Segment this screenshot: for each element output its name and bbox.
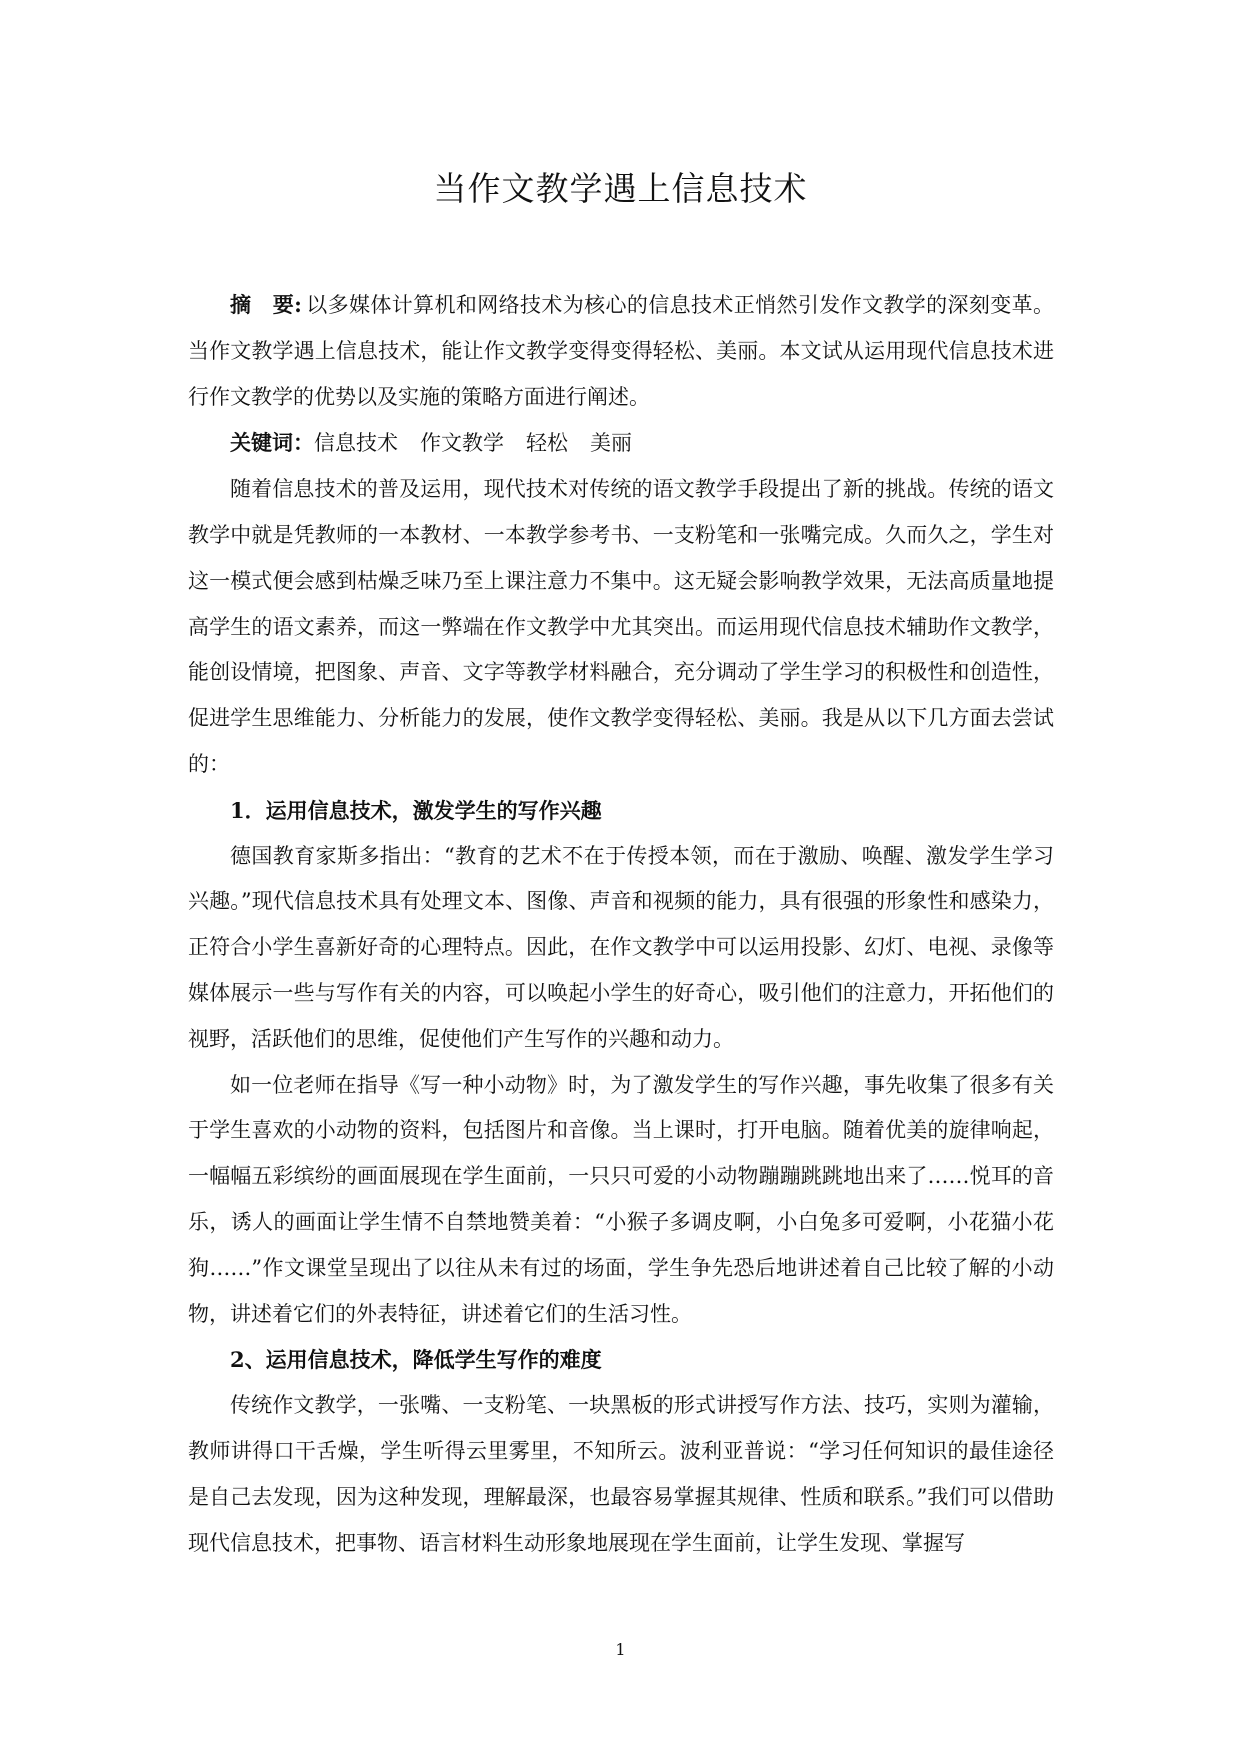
keywords-paragraph bbox=[188, 420, 1054, 467]
section-1-paragraph-1: 德国教育家斯多指出：“教育的艺术不在于传授本领，而在于激励、唤醒、激发学生学习兴趣。”现代信息技术具有处理文本、图像、声音和视频的能力，具有很强的形象性和感染力，正符合小学生喜新好奇的心理特点。因此，在作文教学中可以运用投影、幻灯、电视、录像等媒体展示一些与写作有关的内容，可以唤起小学生的好奇心，吸引他们的注意力，开拓他们的视野，活跃他们的思维，促使他们产生写作的兴趣和动力。 bbox=[188, 843, 1054, 1051]
abstract-paragraph bbox=[188, 282, 1054, 420]
keywords-label: 关键词： bbox=[230, 430, 314, 456]
document-body bbox=[188, 282, 1054, 1566]
abstract-label: 摘 要: bbox=[230, 292, 302, 317]
section-1-heading: 1．运用信息技术，激发学生的写作兴趣 bbox=[230, 797, 602, 823]
intro-paragraph: 随着信息技术的普及运用，现代技术对传统的语文教学手段提出了新的挑战。传统的语文教学中就是凭教师的一本教材、一本教学参考书、一支粉笔和一张嘴完成。久而久之，学生对这一模式便会感到枯燥乏味乃至上课注意力不集中。这无疑会影响教学效果，无法高质量地提高学生的语文素养，而这一弊端在作文教学中尤其突出。而运用现代信息技术辅助作文教学，能创设情境，把图象、声音、文字等教学材料融合，充分调动了学生学习的积极性和创造性，促进学生思维能力、分析能力的发展，使作文教学变得轻松、美丽。我是从以下几方面去尝试的： bbox=[188, 477, 1054, 776]
section-2-paragraph-1: 传统作文教学，一张嘴、一支粉笔、一块黑板的形式讲授写作方法、技巧，实则为灌输，教师讲得口干舌燥，学生听得云里雾里，不知所云。波利亚普说：“学习任何知识的最佳途径是自己去发现，因为这种发现，理解最深，也最容易掌握其规律、性质和联系。”我们可以借助现代信息技术，把事物、语言材料生动形象地展现在学生面前，让学生发现、掌握写 bbox=[188, 1393, 1054, 1555]
keyword-item: 轻松 bbox=[526, 431, 568, 456]
keyword-item: 美丽 bbox=[590, 431, 632, 456]
keyword-item: 信息技术 bbox=[314, 431, 398, 456]
abstract-text: 以多媒体计算机和网络技术为核心的信息技术正悄然引发作文教学的深刻变革。当作文教学遇上信息技术，能让作文教学变得变得轻松、美丽。本文试从运用现代信息技术进行作文教学的优势以及实施的策略方面进行阐述。 bbox=[188, 293, 1054, 409]
section-2-heading: 2、运用信息技术，降低学生写作的难度 bbox=[230, 1347, 602, 1373]
keyword-item: 作文教学 bbox=[420, 431, 504, 456]
section-1-paragraph-2: 如一位老师在指导《写一种小动物》时，为了激发学生的写作兴趣，事先收集了很多有关于学生喜欢的小动物的资料，包括图片和音像。当上课时，打开电脑。随着优美的旋律响起，一幅幅五彩缤纷的画面展现在学生面前，一只只可爱的小动物蹦蹦跳跳地出来了……悦耳的音乐，诱人的画面让学生情不自禁地赞美着：“小猴子多调皮啊，小白兔多可爱啊，小花猫小花狗……”作文课堂呈现出了以往从未有过的场面，学生争先恐后地讲述着自己比较了解的小动物，讲述着它们的外表特征，讲述着它们的生活习性。 bbox=[188, 1072, 1054, 1326]
document-title: 当作文教学遇上信息技术 bbox=[433, 169, 808, 208]
page-number: 1 bbox=[615, 1640, 626, 1659]
